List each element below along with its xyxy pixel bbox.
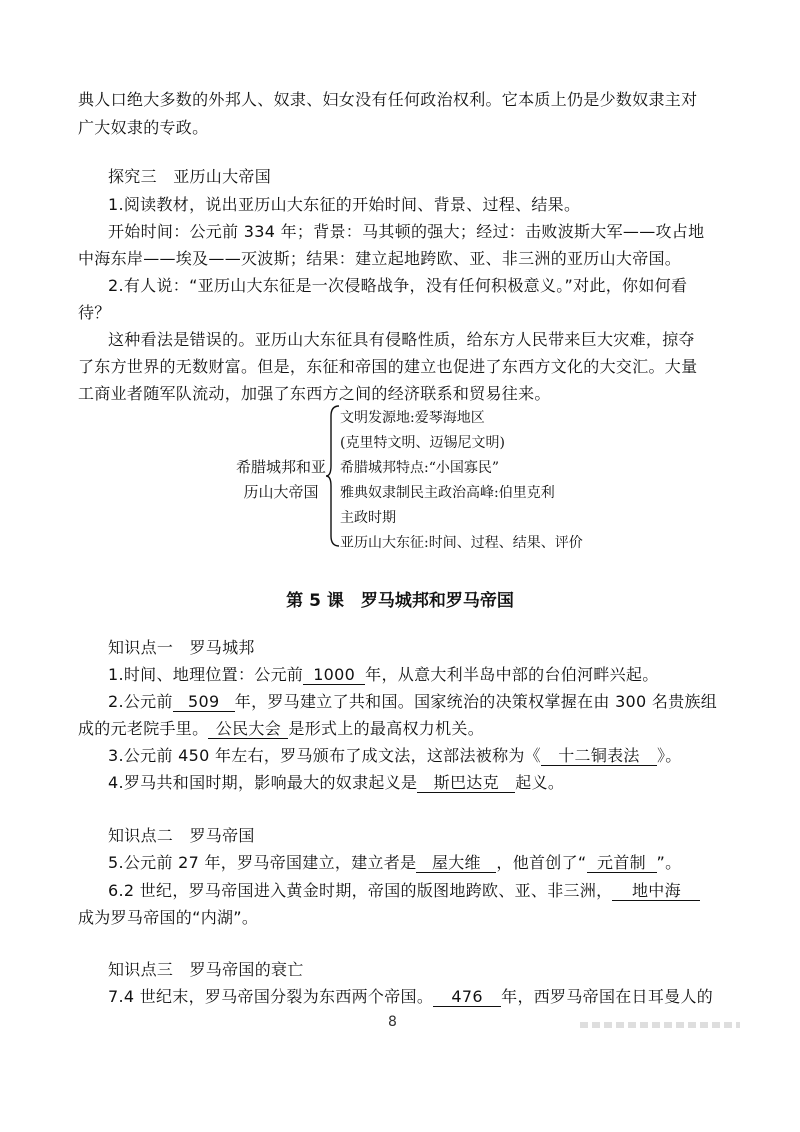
mindmap-item: 亚历山大东征:时间、过程、结果、评价 [340, 535, 583, 551]
q2b-answer: 公民大会 [208, 720, 288, 739]
q7-prefix: 7.4 世纪末，罗马帝国分裂为东西两个帝国。 [108, 987, 434, 1006]
q3-suffix: 》。 [656, 746, 682, 765]
explore3-heading: 探究三 亚历山大帝国 [108, 167, 272, 186]
q3-prefix: 3.公元前 450 年左右，罗马颁布了成文法，这部法被称为《 [108, 746, 541, 765]
kp3-question-7 [108, 987, 713, 1007]
explore3-question-1: 1.阅读教材，说出亚历山大东征的开始时间、背景、过程、结果。 [108, 195, 581, 214]
kp1-question-1 [108, 665, 659, 685]
q1-answer: 1000 [303, 666, 365, 685]
q5-answer-2: 元首制 [587, 854, 657, 873]
q5-middle: ，他首创了“ [496, 853, 587, 872]
mindmap-item: 雅典奴隶制民主政治高峰:伯里克利 [340, 485, 555, 501]
mindmap-item: 文明发源地:爱琴海地区 [340, 410, 485, 426]
explore3-answer-2-line-3: 工商业者随军队流动，加强了东西方之间的经济联系和贸易往来。 [78, 384, 551, 403]
q5-suffix: ”。 [656, 853, 682, 872]
explore3-answer-2-line-2: 了东方世界的无数财富。但是，东征和帝国的建立也促进了东西方文化的大交汇。大量 [78, 357, 698, 376]
q2b-prefix: 成的元老院手里。 [78, 719, 209, 738]
q4-prefix: 4.罗马共和国时期，影响最大的奴隶起义是 [108, 773, 418, 792]
lesson-title: 第 5 课 罗马城邦和罗马帝国 [286, 591, 514, 611]
explore3-answer-1-line-1: 开始时间：公元前 334 年；背景：马其顿的强大；经过：击败波斯大军——攻占地 [108, 222, 705, 241]
q6-prefix: 6.2 世纪，罗马帝国进入黄金时期，帝国的版图地跨欧、亚、非三洲， [108, 881, 613, 900]
kp2-question-5 [108, 853, 681, 873]
q2-suffix: 年，罗马建立了共和国。国家统治的决策权掌握在由 300 名贵族组 [234, 692, 718, 711]
mindmap-root-line-2: 历山大帝国 [243, 483, 319, 501]
kp1-question-2 [108, 692, 717, 712]
kp1-heading: 知识点一 罗马城邦 [108, 638, 255, 657]
mindmap-item: 主政时期 [340, 510, 396, 526]
q2-prefix: 2.公元前 [108, 692, 173, 711]
q3-answer: 十二铜表法 [541, 747, 657, 766]
page-number: 8 [388, 1014, 397, 1030]
kp2-question-6 [108, 881, 700, 901]
mindmap-root-line-1: 希腊城邦和亚 [235, 458, 326, 476]
kp1-question-2-cont [78, 719, 484, 739]
q5-answer: 屋大维 [416, 854, 496, 873]
kp1-question-4 [108, 773, 564, 793]
intro-line-1: 典人口绝大多数的外邦人、奴隶、妇女没有任何政治权利。它本质上仍是少数奴隶主对 [78, 90, 698, 109]
q4-suffix: 起义。 [515, 773, 565, 792]
explore3-question-2-line-1: 2.有人说：“亚历山大东征是一次侵略战争，没有任何积极意义。”对此，你如何看 [108, 276, 688, 295]
mindmap-item: (克里特文明、迈锡尼文明) [340, 435, 505, 451]
q7-suffix: 年，西罗马帝国在日耳曼人的 [501, 987, 714, 1006]
q6-answer: 地中海 [612, 882, 700, 901]
q5-prefix: 5.公元前 27 年，罗马帝国建立，建立者是 [108, 853, 417, 872]
mindmap-brace [325, 404, 341, 548]
faint-footer-text [580, 1022, 740, 1028]
kp1-question-3 [108, 746, 682, 766]
q1-prefix: 1.时间、地理位置：公元前 [108, 665, 304, 684]
q2-answer: 509 [173, 693, 235, 712]
q2b-suffix: 是形式上的最高权力机关。 [288, 719, 485, 738]
kp3-heading: 知识点三 罗马帝国的衰亡 [108, 960, 304, 979]
q4-answer: 斯巴达克 [417, 774, 515, 793]
explore3-answer-2-line-1: 这种看法是错误的。亚历山大东征具有侵略性质，给东方人民带来巨大灾难，掠夺 [108, 330, 695, 349]
mindmap-root [232, 455, 330, 505]
q1-suffix: 年，从意大利半岛中部的台伯河畔兴起。 [365, 665, 659, 684]
explore3-answer-1-line-2: 中海东岸——埃及——灭波斯；结果：建立起地跨欧、亚、非三洲的亚历山大帝国。 [78, 249, 682, 268]
q7-answer: 476 [433, 988, 501, 1007]
mindmap-item: 希腊城邦特点:“小国寡民” [340, 460, 500, 476]
intro-line-2: 广大奴隶的专政。 [78, 118, 209, 137]
explore3-question-2-line-2: 待？ [78, 303, 111, 322]
kp2-heading: 知识点二 罗马帝国 [108, 826, 255, 845]
kp2-question-6-cont: 成为罗马帝国的“内湖”。 [78, 908, 259, 927]
